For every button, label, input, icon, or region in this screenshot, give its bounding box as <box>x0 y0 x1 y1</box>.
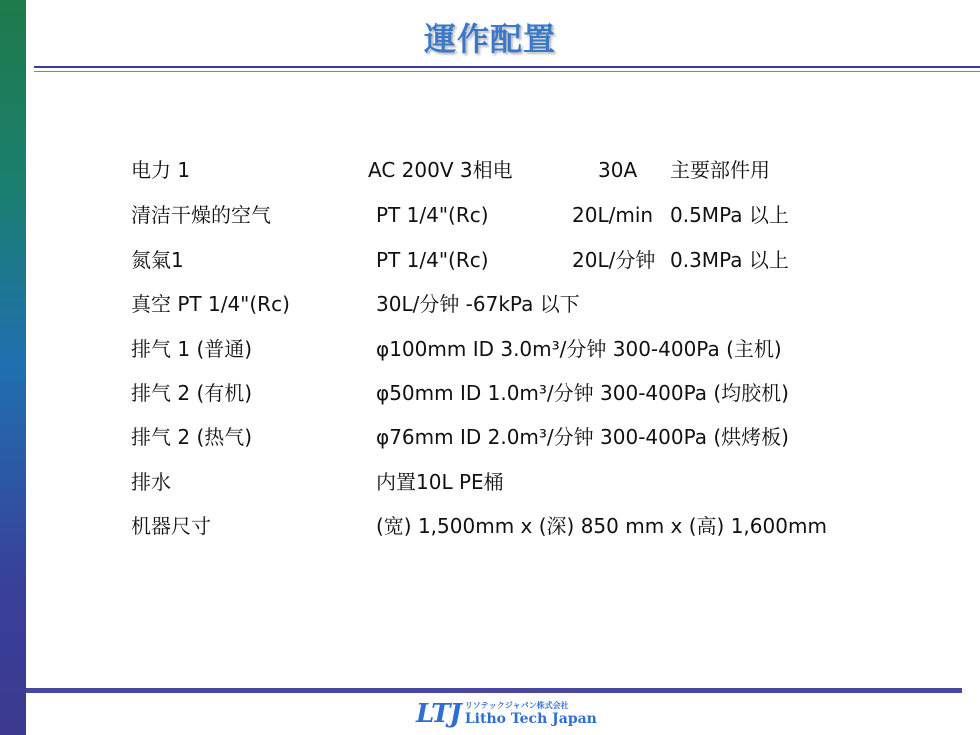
spec-label: 排气 1 (普通) <box>131 337 253 361</box>
footer-divider <box>26 688 962 693</box>
page-title: 運作配置 <box>423 20 556 58</box>
company-logo <box>416 697 597 731</box>
spec-value: 30L/分钟 -67kPa 以下 <box>376 292 580 316</box>
spec-value: AC 200V 3相电 <box>368 158 513 182</box>
logo-english-name: Litho Tech Japan <box>464 711 597 727</box>
spec-value: 0.5MPa 以上 <box>670 203 789 227</box>
logo-mark: LTJ <box>416 699 461 729</box>
spec-value: (宽) 1,500mm x (深) 850 mm x (高) 1,600mm <box>376 514 827 538</box>
spec-value: PT 1/4"(Rc) <box>376 248 489 272</box>
spec-value: 内置10L PE桶 <box>376 470 504 494</box>
logo-japanese-name: リソテックジャパン株式会社 <box>464 701 569 710</box>
spec-label: 机器尺寸 <box>131 514 211 538</box>
spec-value: PT 1/4"(Rc) <box>376 203 489 227</box>
spec-label: 清洁干燥的空气 <box>131 203 271 227</box>
logo-text <box>465 702 597 726</box>
spec-value: 主要部件用 <box>670 158 770 182</box>
spec-value: 30A <box>598 158 638 182</box>
spec-value: 0.3MPa 以上 <box>670 248 789 272</box>
spec-label: 氮氣1 <box>131 248 184 272</box>
spec-label: 排气 2 (有机) <box>131 381 253 405</box>
spec-value: 20L/min <box>572 203 654 227</box>
spec-label: 排气 2 (热气) <box>131 425 253 449</box>
spec-label: 电力 1 <box>131 158 191 182</box>
spec-value: φ100mm ID 3.0m³/分钟 300-400Pa (主机) <box>376 337 782 361</box>
spec-value: φ76mm ID 2.0m³/分钟 300-400Pa (烘烤板) <box>376 425 789 449</box>
spec-value: φ50mm ID 1.0m³/分钟 300-400Pa (均胶机) <box>376 381 789 405</box>
spec-value: 20L/分钟 <box>572 248 656 272</box>
spec-label: 排水 <box>131 470 171 494</box>
spec-label: 真空 PT 1/4"(Rc) <box>131 292 290 316</box>
